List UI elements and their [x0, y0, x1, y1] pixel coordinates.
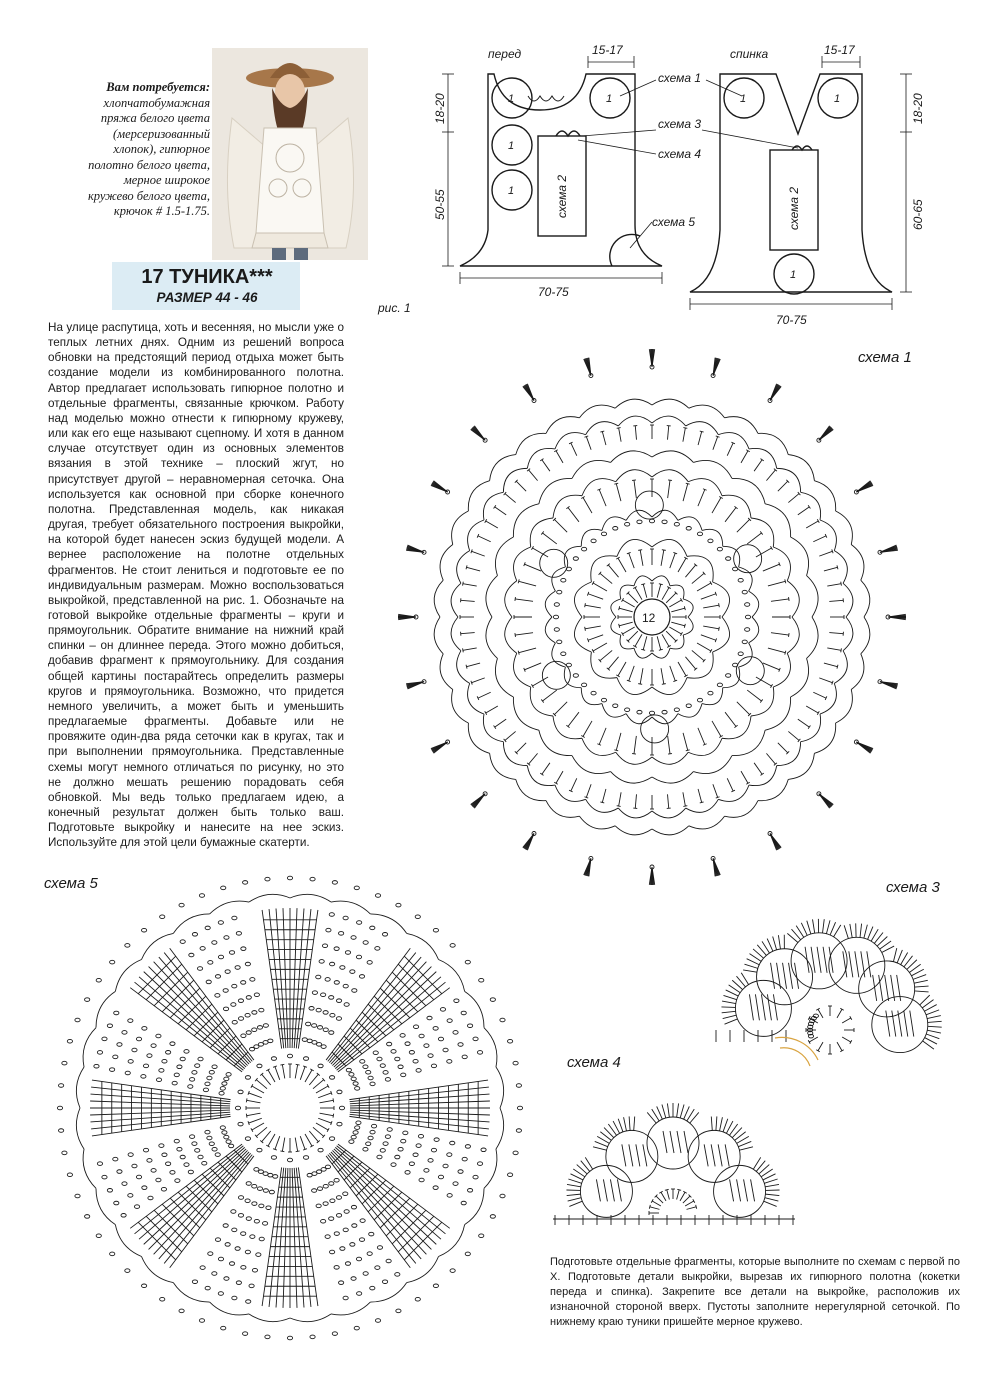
page-title: 17 ТУНИКА*** — [141, 266, 273, 288]
scheme-3-label: схема 3 — [886, 879, 940, 896]
size-label: РАЗМЕР 44 - 46 — [156, 290, 258, 305]
front-rect-label: схема 2 — [555, 174, 569, 218]
scheme-5-label: схема 5 — [44, 875, 98, 892]
back-width-dimension: 70-75 — [776, 313, 807, 327]
scheme-1-diagram — [380, 330, 920, 890]
back-rect-label: схема 2 — [787, 186, 801, 230]
circle-number: 1 — [508, 93, 515, 105]
callout-scheme-3: схема 3 — [658, 117, 702, 131]
back-yoke-dimension: 18-20 — [911, 93, 925, 124]
requirements-line: крючок # 1.5-1.75. — [113, 204, 210, 218]
requirements-line: хлопок), гипюрное — [113, 142, 210, 156]
front-width-dimension: 70-75 — [538, 285, 569, 299]
model-photo — [212, 48, 368, 260]
circle-number: 1 — [508, 185, 515, 197]
article-text — [48, 320, 344, 850]
back-label: спинка — [730, 47, 769, 61]
callout-scheme-5: схема 5 — [652, 215, 696, 229]
requirements-line: кружево белого цвета, — [87, 188, 210, 203]
scheme-4-diagram — [545, 1045, 815, 1235]
requirements-line: (мерсеризованный — [112, 126, 210, 141]
circle-number: 1 — [740, 93, 747, 105]
scheme-4-label: схема 4 — [567, 1054, 621, 1071]
front-label: перед — [488, 47, 522, 61]
back-neck-dimension: 15-17 — [824, 43, 855, 57]
pattern-diagram — [378, 40, 950, 340]
circle-number: 1 — [606, 93, 613, 105]
closing-paragraph: Подготовьте отдельные фрагменты, которые выполните по схемам с первой по X. Подготовьте детали выкройки, вырезав их гипюрного полотна (кокетки переда и спинка). Закрепите все детали на выкройке, расположив их изнаночной стороной вверх. Пустоты заполните нерегулярной сеточкой. По нижнему краю туники пришейте мерное кружево. — [550, 1256, 960, 1328]
front-yoke-dimension: 18-20 — [433, 93, 447, 124]
scheme-5-diagram — [40, 850, 550, 1350]
requirements-line: полотно белого цвета, — [88, 157, 210, 172]
requirements-line: мерное широкое — [123, 173, 210, 187]
model-illustration — [212, 48, 368, 260]
requirements-line: хлопчатобумажная — [103, 95, 210, 110]
scheme-1-label: схема 1 — [858, 349, 912, 366]
circle-number: 1 — [790, 269, 797, 281]
front-body-dimension: 50-55 — [433, 189, 447, 220]
closing-instructions — [550, 1255, 960, 1330]
circle-number: 1 — [834, 93, 841, 105]
circle-number: 1 — [508, 140, 515, 152]
requirements-block — [60, 80, 210, 220]
article-paragraph: На улице распутица, хоть и весенняя, но мысли уже о теплых летних днях. Одним из решений вопроса обновки на предстоящий период отдыха может быть создание модели из комбинированного полотна. Автор предлагает использовать гипюрное полотно и отдельные фрагменты, связанные крючком. Работу над моделью можно отнести к гипюрному кружеву, или как его еще называют сцепному. И хотя в данном случае отсутствует один из основных элементов вязания в этой технике – плоский жгут, но присутствует другой – неравномерная сеточка. Она используется как основной при сборке конечного полотна. Представленная модель, как никакая другая, требует обязательного построения выкройки, на которой будет нанесен эскиз будущей модели. А вернее расположение на полотне отдельных фрагментов. Не стоит лениться и подготовьте ее по индивидуальным размерам. Можно воспользоваться выкройкой, представленной на рис. 1. Обозначьте на готовой выкройке отдельные фрагменты – круги и прямоугольник. Обратите внимание на нижний край спинки – он длиннее переда. Этого можно добиться, добавив фрагмент к прямоугольнику. Для создания общей картины постарайтесь определить размеры кругов и прямоугольника. Возможно, что придется немного увеличить, а может быть и уменьшить предлагаемые фрагменты. Добавьте или не провяжите один-два ряда сеточки как в кругах, так и при выполнении прямоугольника. Представленные схемы могут немного отличаться по рисунку, но это не должно мешать решению порадовать себя обновкой. Мы ведь только предлагаем идею, а конечный результат должен быть только ваш. Подготовьте выкройку и нанесите на нее эскиз. Используйте для этой цели бумажные скатерти. — [48, 321, 344, 850]
back-body-dimension: 60-65 — [911, 199, 925, 230]
front-neck-dimension: 15-17 — [592, 43, 623, 57]
requirements-heading: Вам потребуется: — [106, 80, 210, 94]
scheme-1-center-count: 12 — [642, 611, 656, 625]
requirements-line: пряжа белого цвета — [100, 111, 210, 125]
figure-label: рис. 1 — [378, 301, 411, 315]
callout-scheme-4: схема 4 — [658, 147, 702, 161]
callout-scheme-1: схема 1 — [658, 71, 702, 85]
